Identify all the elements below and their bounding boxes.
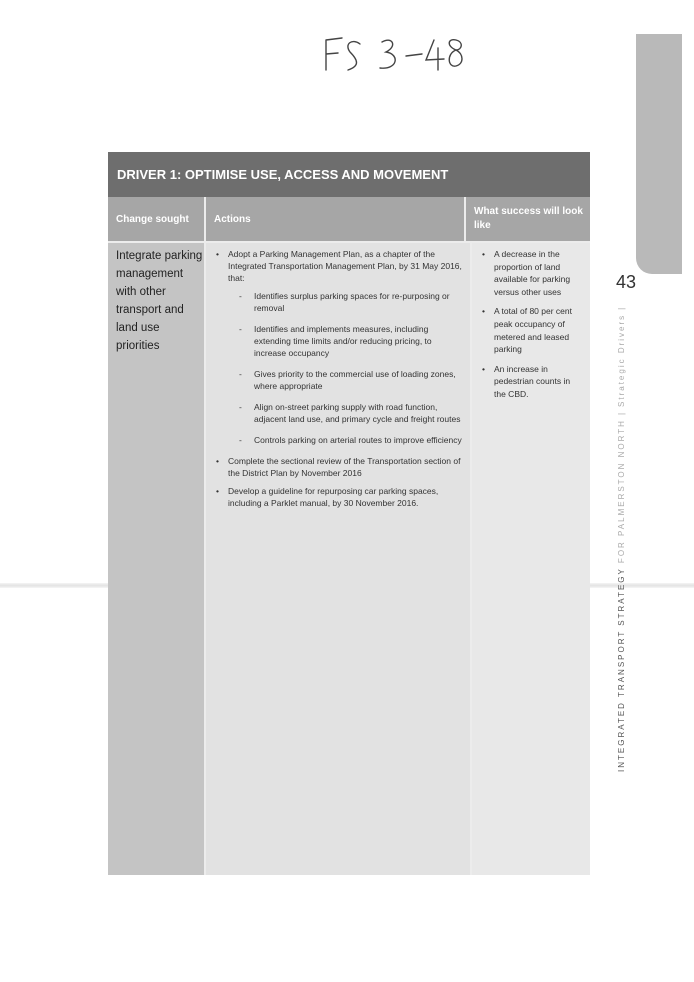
table-header-row [108, 197, 590, 241]
action-sub-item: - Identifies surplus parking spaces for re-purposing or removal [254, 290, 464, 314]
action-item: • Complete the sectional review of the Transportation section of the District Plan by November 2016 [228, 455, 464, 479]
action-item [228, 248, 464, 446]
change-sought-cell: Integrate parking management with other transport and land use priorities [108, 243, 206, 875]
vertical-footer: INTEGRATED TRANSPORT STRATEGY FOR PALMERSTON NORTH|Strategic Drivers| [617, 305, 626, 772]
page-number: 43 [615, 272, 637, 292]
action-sub-item: - Gives priority to the commercial use of loading zones, where appropriate [254, 368, 464, 392]
footer-location: FOR PALMERSTON NORTH [617, 419, 626, 564]
footer-series: INTEGRATED TRANSPORT STRATEGY [617, 567, 626, 772]
actions-cell [206, 243, 472, 875]
action-main-text: Adopt a Parking Management Plan, as a chapter of the Integrated Transportation Management Plan, by 31 May 2016, that: [228, 249, 462, 283]
header-actions: Actions [206, 197, 466, 241]
header-success: What success will look like [474, 206, 583, 231]
header-change-sought: Change sought [108, 197, 206, 241]
action-sub-item: - Controls parking on arterial routes to improve efficiency [254, 434, 464, 446]
success-item: • A total of 80 per cent peak occupancy of metered and leased parking [494, 305, 584, 355]
handwritten-reference-note [318, 30, 468, 78]
action-item: • Develop a guideline for repurposing car parking spaces, including a Parklet manual, by 30 November 2016. [228, 485, 464, 509]
table-title: DRIVER 1: OPTIMISE USE, ACCESS AND MOVEMENT [108, 152, 590, 197]
action-sub-item: - Identifies and implements measures, including extending time limits and/or reducing pricing, to increase occupancy [254, 323, 464, 359]
driver-table [108, 152, 590, 873]
footer-section: Strategic Drivers [617, 313, 626, 407]
success-item: • An increase in pedestrian counts in the CBD. [494, 363, 584, 401]
side-tab [636, 34, 682, 274]
action-sub-item: - Align on-street parking supply with road function, adjacent land use, and primary cycle and freight routes [254, 401, 464, 425]
success-cell [472, 243, 590, 875]
success-item: • A decrease in the proportion of land available for parking versus other uses [494, 248, 584, 298]
table-row [108, 241, 590, 875]
